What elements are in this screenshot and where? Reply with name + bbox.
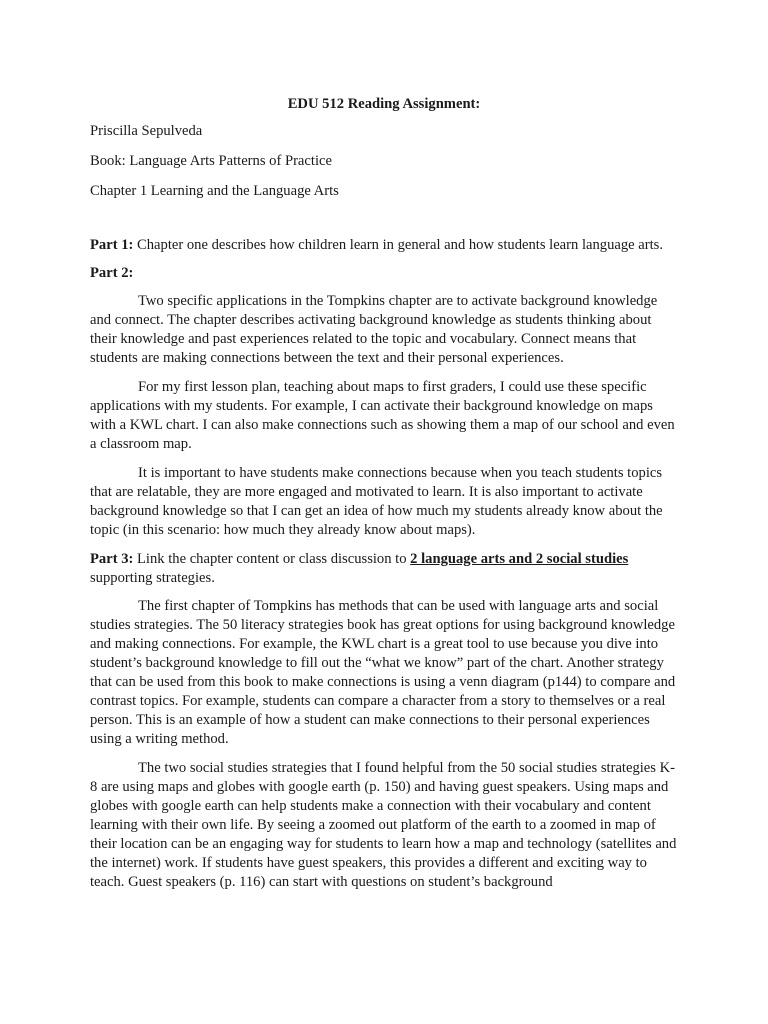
page-title: EDU 512 Reading Assignment: — [287, 96, 481, 112]
book-line: Book: Language Arts Patterns of Practice — [90, 153, 332, 169]
part-3-text-after: supporting strategies. — [90, 570, 215, 586]
chapter-line: Chapter 1 Learning and the Language Arts — [90, 183, 339, 199]
part-1-text: Chapter one describes how children learn in general and how students learn language arts. — [133, 237, 664, 253]
part-1-section — [90, 236, 678, 255]
part-3-label: Part 3: — [90, 551, 134, 567]
part-2-label: Part 2: — [90, 265, 134, 281]
part-2-paragraph-3: It is important to have students make connections because when you teach students topics that are relatable, they are more engaged and motivated to learn. It is also important to activate background knowledge so that I can get an idea of how much my students already know about the topic (in this scenario: how much they already know about maps). — [90, 465, 663, 538]
part-2-heading — [90, 264, 678, 283]
part-3-section — [90, 550, 678, 588]
part-3-paragraph-1: The first chapter of Tompkins has methods that can be used with language arts and social studies strategies. The 50 literacy strategies book has great options for using background knowledge and making connections. For example, the KWL chart is a great tool to use because you dive into student’s background knowledge to fill out the “what we know” part of the chart. Another strategy that can be used from this book to make connections is using a venn diagram (p144) to compare and contrast topics. For example, students can compare a character from a story to themselves or a real person. This is an example of how a student can make connections to their personal experiences using a writing method. — [90, 598, 676, 747]
part-2-paragraph-2: For my first lesson plan, teaching about maps to first graders, I could use these specific applications with my students. For example, I can activate their background knowledge on maps with a KWL chart. I can also make connections such as showing them a map of our school and even a classroom map. — [90, 379, 675, 452]
part-1-label: Part 1: — [90, 237, 134, 253]
part-3-emphasis: 2 language arts and 2 social studies — [410, 551, 629, 567]
part-3-text-before: Link the chapter content or class discussion to — [133, 551, 411, 567]
author-name: Priscilla Sepulveda — [90, 123, 203, 139]
part-3-paragraph-2: The two social studies strategies that I found helpful from the 50 social studies strategies K-8 are using maps and globes with google earth (p. 150) and having guest speakers. Using maps and globes with google earth can help students make a connection with their vocabulary and content learning with their own life. By seeing a zoomed out platform of the earth to a zoomed in map of their location can be an engaging way for students to learn how a map and technology (satellites and the internet) work. If students have guest speakers, this provides a different and exciting way to teach. Guest speakers (p. 116) can start with questions on student’s background — [90, 760, 677, 890]
document-body — [90, 95, 678, 902]
part-2-paragraph-1: Two specific applications in the Tompkins chapter are to activate background knowledge and connect. The chapter describes activating background knowledge as students thinking about their knowledge and past experiences related to the topic and vocabulary. Connect means that students are making connections between the text and their personal experiences. — [90, 293, 658, 366]
